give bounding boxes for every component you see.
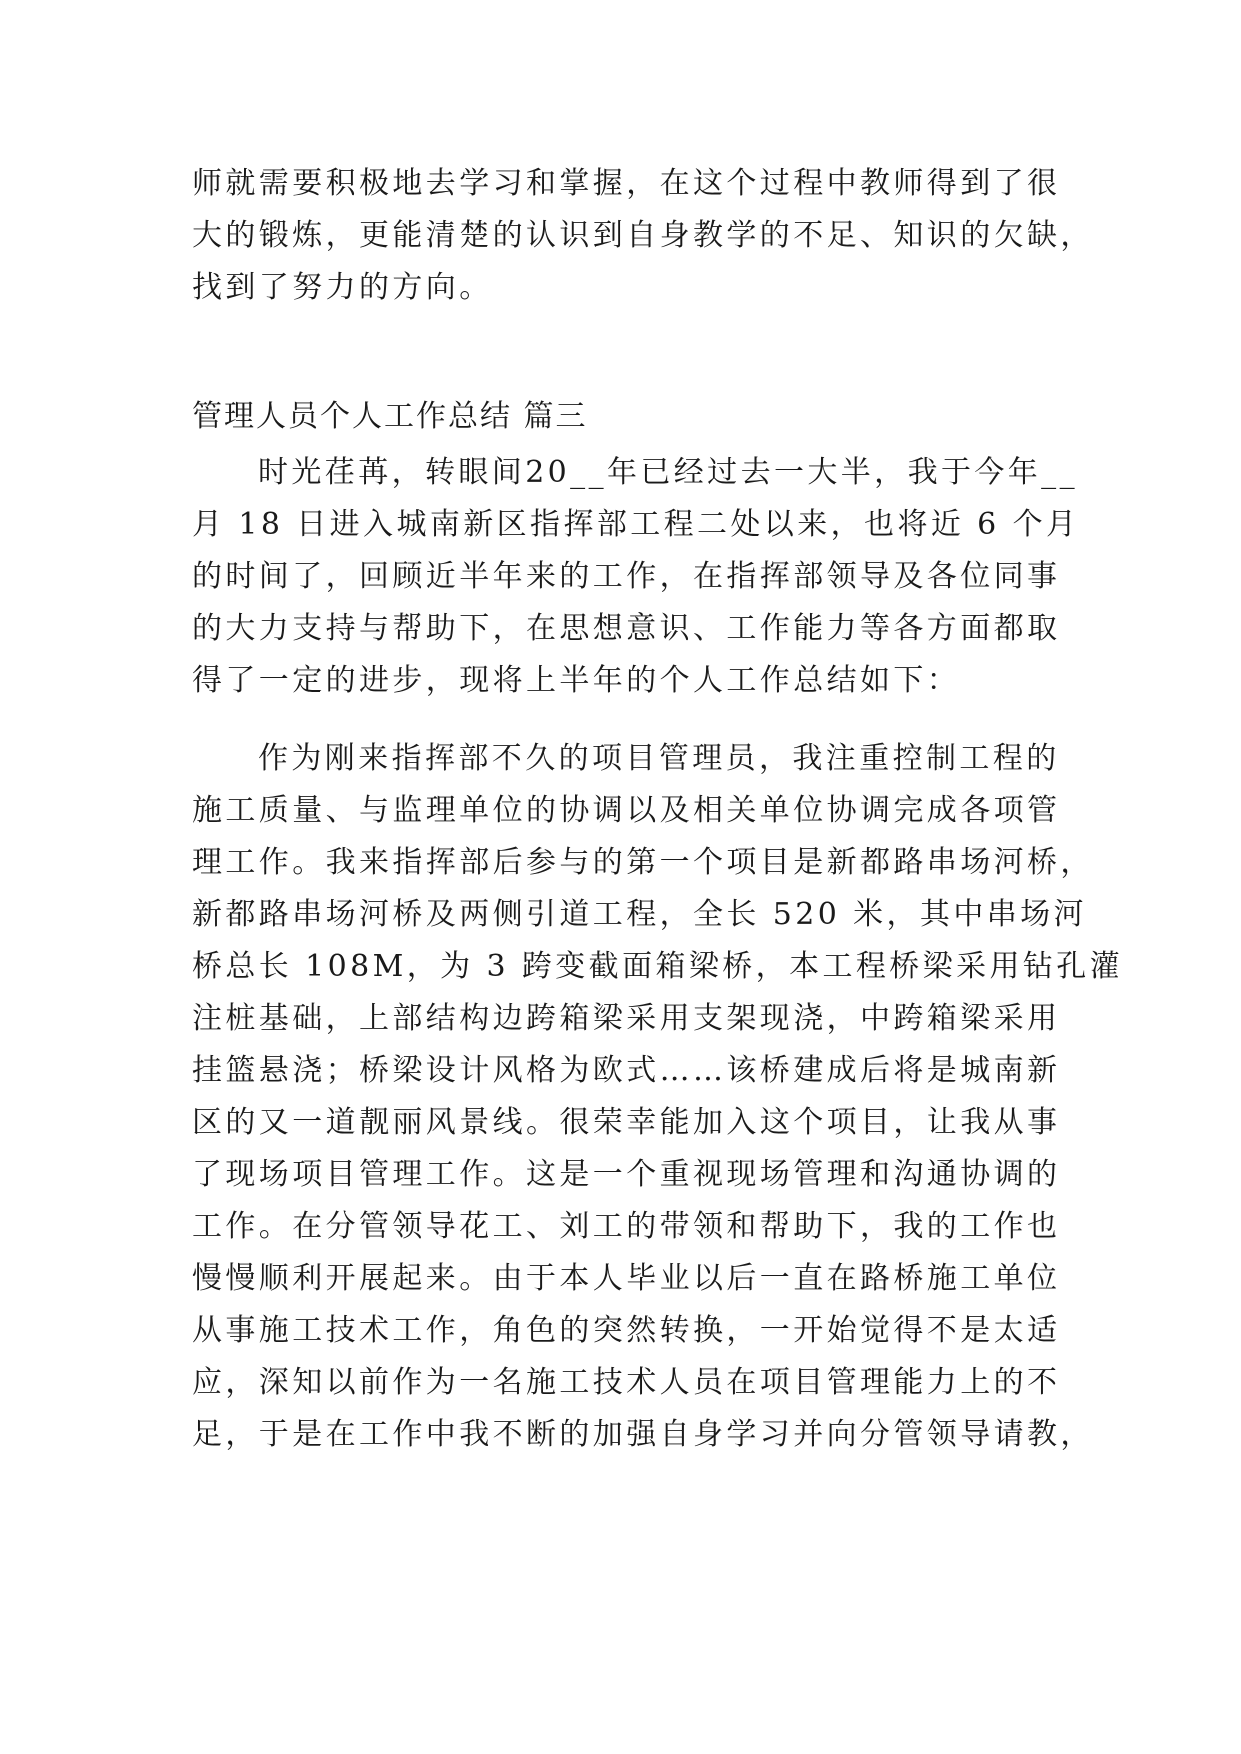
paragraph-line: 作为刚来指挥部不久的项目管理员，我注重控制工程的 bbox=[258, 741, 1060, 776]
paragraph-line: 的时间了，回顾近半年来的工作，在指挥部领导及各位同事 bbox=[192, 559, 1061, 594]
paragraph-line: 的大力支持与帮助下，在思想意识、工作能力等各方面都取 bbox=[192, 611, 1061, 646]
intro-line: 找到了努力的方向。 bbox=[192, 270, 493, 305]
paragraph-line: 施工质量、与监理单位的协调以及相关单位协调完成各项管 bbox=[192, 793, 1061, 828]
section-heading: 管理人员个人工作总结 篇三 bbox=[192, 399, 588, 434]
paragraph-line: 工作。在分管领导花工、刘工的带领和帮助下，我的工作也 bbox=[192, 1209, 1061, 1244]
paragraph-line: 新都路串场河桥及两侧引道工程，全长 520 米，其中串场河 bbox=[192, 897, 1087, 932]
paragraph-line: 应，深知以前作为一名施工技术人员在项目管理能力上的不 bbox=[192, 1365, 1061, 1400]
intro-line: 师就需要积极地去学习和掌握，在这个过程中教师得到了很 bbox=[192, 166, 1061, 201]
paragraph-line: 从事施工技术工作，角色的突然转换，一开始觉得不是太适 bbox=[192, 1313, 1061, 1348]
paragraph-line: 时光荏苒，转眼间20__年已经过去一大半，我于今年__ bbox=[258, 455, 1078, 490]
paragraph-line: 理工作。我来指挥部后参与的第一个项目是新都路串场河桥， bbox=[192, 845, 1094, 880]
paragraph-line: 月 18 日进入城南新区指挥部工程二处以来，也将近 6 个月 bbox=[192, 507, 1080, 542]
paragraph-line: 了现场项目管理工作。这是一个重视现场管理和沟通协调的 bbox=[192, 1157, 1061, 1192]
paragraph-line: 注桩基础，上部结构边跨箱梁采用支架现浇，中跨箱梁采用 bbox=[192, 1001, 1061, 1036]
paragraph-line: 足，于是在工作中我不断的加强自身学习并向分管领导请教， bbox=[192, 1417, 1094, 1452]
paragraph-line: 区的又一道靓丽风景线。很荣幸能加入这个项目，让我从事 bbox=[192, 1105, 1061, 1140]
paragraph-line: 桥总长 108M，为 3 跨变截面箱梁桥，本工程桥梁采用钻孔灌 bbox=[192, 949, 1124, 984]
paragraph-line: 得了一定的进步，现将上半年的个人工作总结如下： bbox=[192, 663, 961, 698]
paragraph-line: 挂篮悬浇；桥梁设计风格为欧式……该桥建成后将是城南新 bbox=[192, 1053, 1061, 1088]
paragraph-line: 慢慢顺利开展起来。由于本人毕业以后一直在路桥施工单位 bbox=[192, 1261, 1061, 1296]
intro-line: 大的锻炼，更能清楚的认识到自身教学的不足、知识的欠缺， bbox=[192, 218, 1094, 253]
